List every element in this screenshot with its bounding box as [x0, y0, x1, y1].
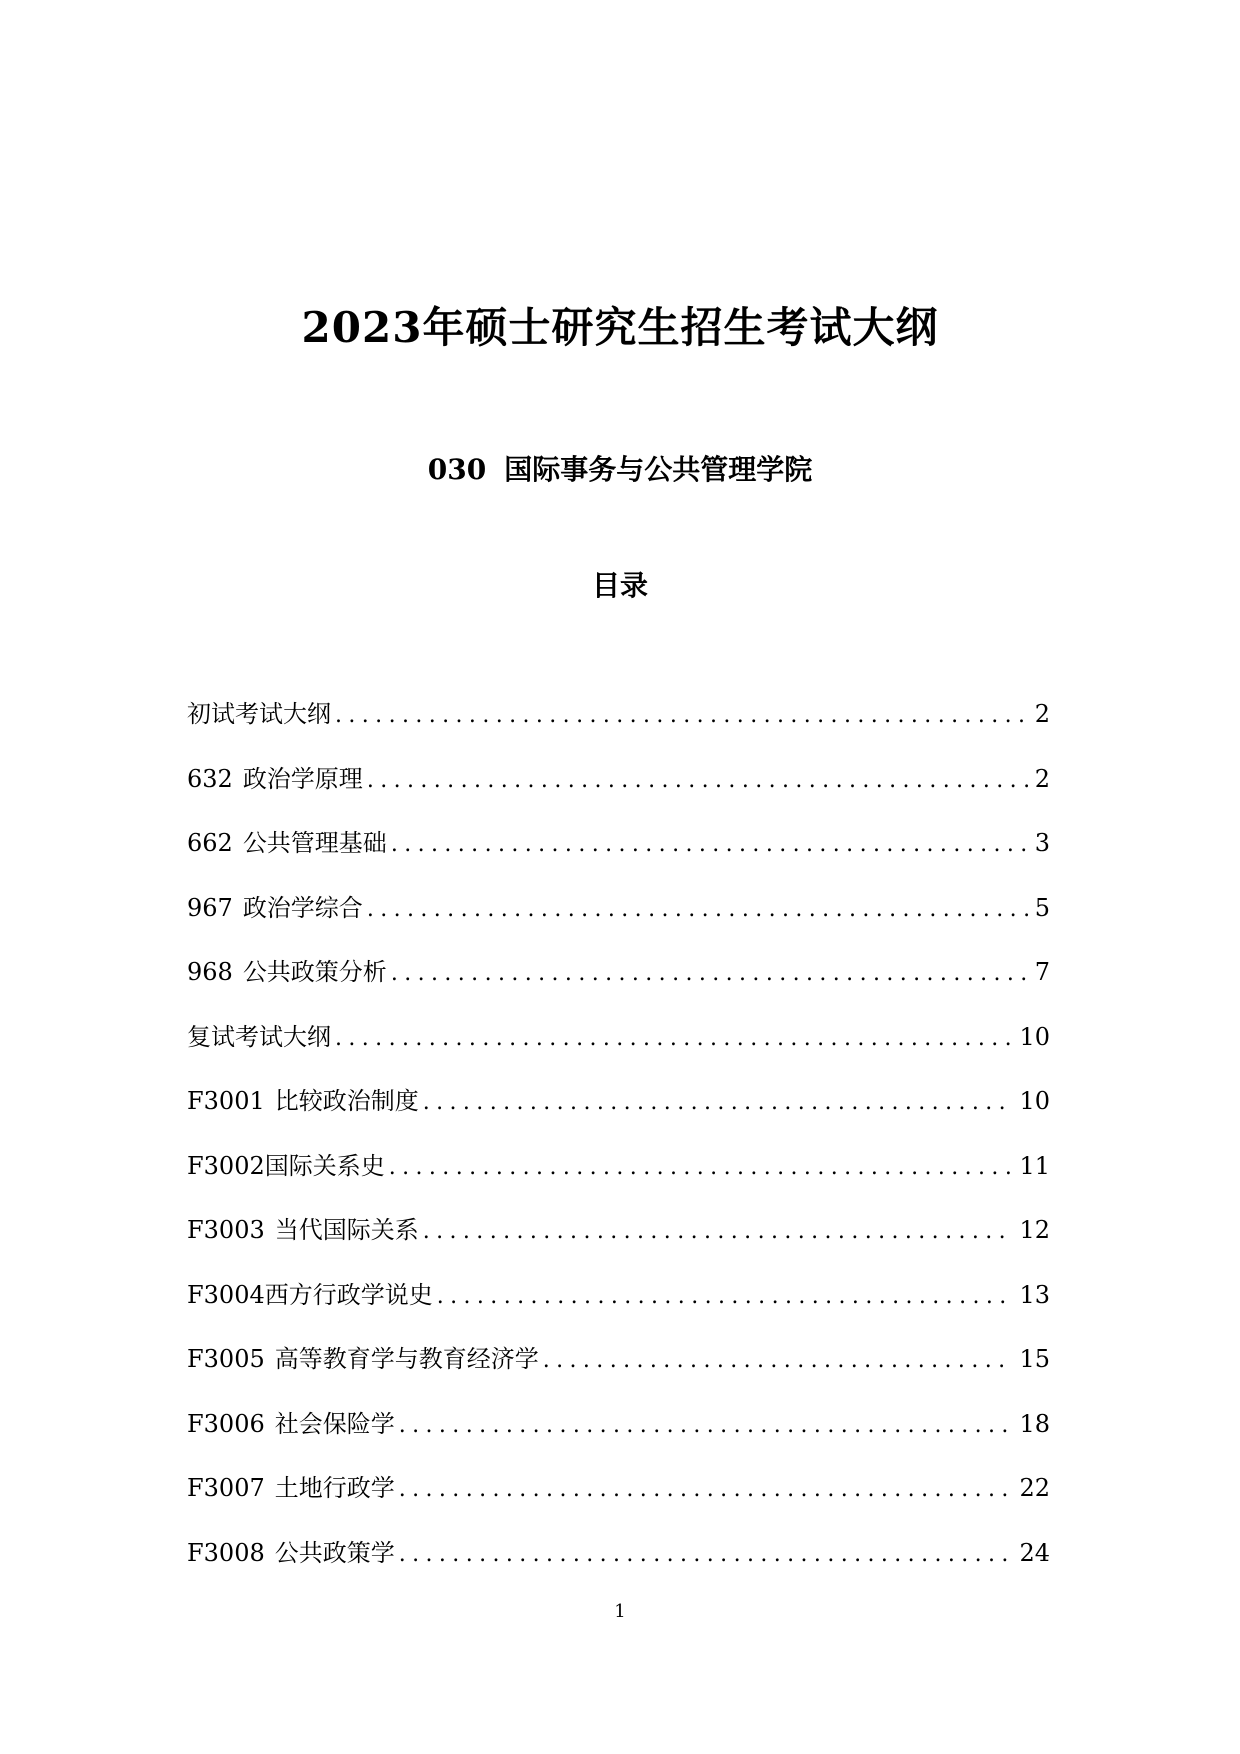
toc-entry-code: 632 — [187, 764, 233, 793]
toc-entry-label — [187, 1472, 395, 1504]
toc-entry-page: 24 — [1019, 1538, 1050, 1567]
toc-entry-label — [187, 1214, 419, 1246]
toc-entry-label — [187, 698, 331, 730]
toc-entry[interactable] — [187, 956, 1050, 1021]
toc-leader-dots — [391, 958, 1029, 990]
toc-entry-label — [187, 1408, 395, 1440]
toc-entry[interactable] — [187, 827, 1050, 892]
school-code: 030 — [427, 453, 487, 486]
toc-entry-title: 公共政策学 — [274, 1538, 395, 1567]
toc-entry-page: 18 — [1019, 1409, 1050, 1438]
toc-entry-page: 3 — [1034, 829, 1050, 857]
toc-entry-code: F3005 — [187, 1345, 265, 1373]
toc-leader-dots — [437, 1281, 1014, 1313]
toc-entry-title: 复试考试大纲 — [187, 1022, 331, 1051]
toc-entry[interactable] — [187, 1279, 1050, 1344]
toc-entry[interactable] — [187, 1085, 1050, 1150]
toc-entry-label — [187, 763, 363, 795]
toc-entry-title: 当代国际关系 — [274, 1216, 419, 1244]
toc-entry-page: 2 — [1034, 764, 1050, 793]
toc-entry-label — [187, 1150, 385, 1182]
toc-entry-page: 10 — [1019, 1087, 1050, 1115]
table-of-contents — [187, 698, 1050, 1601]
toc-entry-title: 公共政策分析 — [242, 958, 387, 986]
toc-entry-label — [187, 1085, 419, 1117]
page-number: 1 — [614, 1601, 626, 1622]
toc-entry-label — [187, 956, 387, 988]
school-name: 国际事务与公共管理学院 — [504, 453, 813, 486]
toc-leader-dots — [399, 1474, 1014, 1506]
toc-leader-dots — [423, 1087, 1014, 1119]
toc-entry-code: F3007 — [187, 1474, 265, 1502]
toc-leader-dots — [399, 1410, 1014, 1442]
toc-entry[interactable] — [187, 1150, 1050, 1215]
toc-entry-title: 公共管理基础 — [242, 829, 387, 857]
toc-entry-code: 662 — [187, 829, 233, 857]
toc-entry[interactable] — [187, 1021, 1050, 1086]
toc-leader-dots — [367, 894, 1029, 926]
toc-entry[interactable] — [187, 1343, 1050, 1408]
toc-entry-page: 7 — [1034, 958, 1050, 986]
toc-entry[interactable] — [187, 1537, 1050, 1602]
toc-leader-dots — [423, 1216, 1014, 1248]
toc-entry-title: 政治学综合 — [242, 893, 363, 922]
toc-entry-label — [187, 1537, 395, 1569]
toc-entry-title: 政治学原理 — [242, 764, 363, 793]
toc-entry[interactable] — [187, 1472, 1050, 1537]
toc-entry-label — [187, 827, 387, 859]
toc-entry-title: 初试考试大纲 — [187, 700, 331, 728]
toc-leader-dots — [367, 765, 1029, 797]
toc-heading: 目录 — [591, 569, 648, 602]
toc-entry-page: 22 — [1019, 1474, 1050, 1502]
toc-entry-code: 967 — [187, 893, 233, 922]
toc-entry-code: F3006 — [187, 1409, 265, 1438]
toc-entry[interactable] — [187, 892, 1050, 957]
toc-entry-title: 比较政治制度 — [274, 1087, 419, 1115]
toc-entry-page: 10 — [1019, 1022, 1050, 1051]
toc-entry-code: F3001 — [187, 1087, 265, 1115]
page-title: 2023年硕士研究生招生考试大纲 — [301, 303, 939, 353]
toc-leader-dots — [335, 1023, 1013, 1055]
toc-entry[interactable] — [187, 763, 1050, 828]
toc-entry-page: 13 — [1019, 1280, 1050, 1309]
toc-entry-title: F3002国际关系史 — [187, 1151, 385, 1180]
toc-entry[interactable] — [187, 698, 1050, 763]
toc-entry-page: 12 — [1019, 1216, 1050, 1244]
toc-entry[interactable] — [187, 1408, 1050, 1473]
toc-entry-code: F3008 — [187, 1538, 265, 1567]
toc-entry[interactable] — [187, 1214, 1050, 1279]
toc-entry-title: 高等教育学与教育经济学 — [274, 1345, 539, 1373]
toc-entry-label — [187, 892, 363, 924]
toc-entry-page: 5 — [1034, 893, 1050, 922]
toc-entry-code: F3003 — [187, 1216, 265, 1244]
toc-entry-title: 土地行政学 — [274, 1474, 395, 1502]
toc-leader-dots — [391, 829, 1029, 861]
toc-entry-title: 社会保险学 — [274, 1409, 395, 1438]
toc-entry-page: 11 — [1019, 1151, 1050, 1180]
toc-entry-code: 968 — [187, 958, 233, 986]
toc-leader-dots — [399, 1539, 1014, 1571]
school-heading — [0, 450, 1240, 490]
toc-entry-page: 15 — [1019, 1345, 1050, 1373]
toc-entry-label — [187, 1279, 433, 1311]
toc-entry-page: 2 — [1034, 700, 1050, 728]
toc-leader-dots — [543, 1345, 1014, 1377]
toc-leader-dots — [389, 1152, 1014, 1184]
toc-entry-label — [187, 1021, 331, 1053]
toc-entry-title: F3004西方行政学说史 — [187, 1280, 433, 1309]
toc-leader-dots — [335, 700, 1029, 732]
toc-entry-label — [187, 1343, 539, 1375]
